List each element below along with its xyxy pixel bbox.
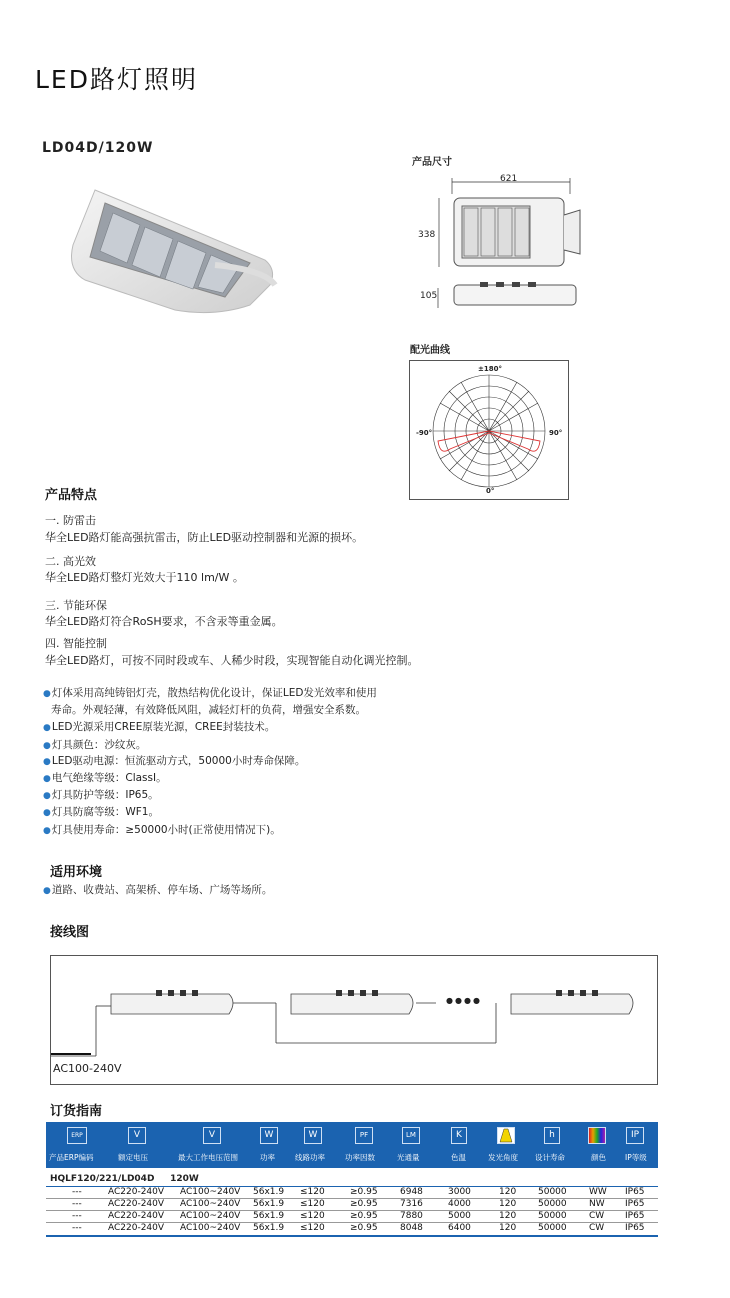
column-header: 功率 — [260, 1153, 275, 1162]
ip-rating-icon: IP — [626, 1127, 644, 1144]
dimension-height: 338 — [418, 230, 436, 240]
feature-title: 三. 节能环保 — [45, 599, 107, 612]
table-bottom-border — [46, 1235, 658, 1237]
curve-bottom-label: 0° — [486, 487, 495, 495]
feature-text: 华全LED路灯，可按不同时段或车、人稀少时段，实现智能自动化调光控制。 — [45, 654, 419, 667]
column-header: 功率因数 — [345, 1153, 375, 1162]
table-row: --- AC220-240V AC100~240V 56x1.9 ≤120 ≥0.95 6948 3000 120 50000 WW IP65 — [72, 1187, 645, 1197]
curve-top-label: ±180° — [478, 365, 502, 373]
color-icon — [588, 1127, 606, 1144]
voltage-range-icon: V — [203, 1127, 221, 1144]
bullet-icon: ● — [43, 741, 51, 751]
bullet-icon: ● — [43, 757, 51, 767]
polar-grid — [410, 361, 568, 499]
column-header: 设计寿命 — [535, 1153, 565, 1162]
continuation-dots: ●●●● — [446, 996, 482, 1005]
features-heading: 产品特点 — [45, 488, 98, 503]
column-header: 最大工作电压范围 — [178, 1153, 238, 1162]
spec-item: ●LED驱动电源：恒流驱动方式，50000小时寿命保障。 — [43, 755, 306, 767]
table-row: --- AC220-240V AC100~240V 56x1.9 ≤120 ≥0.95 8048 6400 120 50000 CW IP65 — [72, 1223, 645, 1233]
lumen-icon: LM — [402, 1127, 420, 1144]
column-header: 线路功率 — [295, 1153, 325, 1162]
power-factor-icon: PF — [355, 1127, 373, 1144]
dimension-width: 621 — [500, 174, 518, 184]
power-icon: W — [260, 1127, 278, 1144]
bullet-icon: ● — [43, 808, 51, 818]
page-title: LED路灯照明 — [35, 65, 198, 94]
feature-title: 四. 智能控制 — [45, 637, 107, 650]
column-header: 色温 — [451, 1153, 466, 1162]
dimension-depth: 105 — [420, 291, 438, 301]
spec-item: ●灯具防腐等级：WF1。 — [43, 806, 159, 818]
spec-item: ●电气绝缘等级：ClassⅠ。 — [43, 772, 167, 784]
column-header: 光通量 — [397, 1153, 420, 1162]
erp-icon: ERP — [67, 1127, 87, 1144]
wiring-diagram — [50, 955, 658, 1085]
voltage-icon: V — [128, 1127, 146, 1144]
column-header: 发光角度 — [488, 1153, 518, 1162]
dimension-drawing — [412, 170, 587, 310]
light-curve-label: 配光曲线 — [410, 345, 450, 356]
order-model-row: HQLF120/221/LD04D 120W — [50, 1174, 199, 1184]
table-row: --- AC220-240V AC100~240V 56x1.9 ≤120 ≥0.95 7316 4000 120 50000 NW IP65 — [72, 1199, 645, 1209]
curve-left-label: -90° — [416, 429, 433, 437]
spec-item: ●灯具防护等级：IP65。 — [43, 789, 159, 801]
spec-item: ●LED光源采用CREE原装光源，CREE封装技术。 — [43, 721, 276, 733]
street-lamp-image — [65, 185, 280, 320]
column-header: 额定电压 — [118, 1153, 148, 1162]
application-text: ●道路、收费站、高架桥、停车场、广场等场所。 — [43, 884, 273, 896]
light-curve-chart — [409, 360, 569, 500]
feature-text: 华全LED路灯符合RoSH要求，不含汞等重金属。 — [45, 615, 283, 628]
column-header: 产品ERP编码 — [49, 1153, 94, 1162]
order-header-bar — [46, 1122, 658, 1168]
feature-title: 二. 高光效 — [45, 555, 96, 568]
lifetime-icon: h — [544, 1127, 560, 1144]
column-header: IP等级 — [625, 1153, 647, 1162]
bullet-icon: ● — [43, 886, 51, 896]
spec-item: ●灯体采用高纯铸铝灯壳，散热结构优化设计，保证LED发光效率和使用 — [43, 687, 377, 699]
color-temp-icon: K — [451, 1127, 467, 1144]
feature-title: 一. 防雷击 — [45, 514, 96, 527]
bullet-icon: ● — [43, 689, 51, 699]
bullet-icon: ● — [43, 826, 51, 836]
application-heading: 适用环境 — [50, 865, 103, 880]
spec-item: 寿命。外观轻薄，有效降低风阻，减轻灯杆的负荷，增强安全系数。 — [51, 704, 366, 716]
feature-text: 华全LED路灯能高强抗雷击，防止LED驱动控制器和光源的损坏。 — [45, 531, 364, 544]
curve-right-label: 90° — [549, 429, 563, 437]
table-row: --- AC220-240V AC100~240V 56x1.9 ≤120 ≥0.95 7880 5000 120 50000 CW IP65 — [72, 1211, 645, 1221]
input-voltage: AC100-240V — [53, 1062, 122, 1075]
line-power-icon: W — [304, 1127, 322, 1144]
column-header: 颜色 — [591, 1153, 606, 1162]
dimension-label: 产品尺寸 — [412, 157, 452, 168]
order-table-body — [46, 1187, 658, 1235]
beam-angle-icon — [497, 1127, 515, 1144]
bullet-icon: ● — [43, 791, 51, 801]
wiring-heading: 接线图 — [50, 925, 90, 940]
bullet-icon: ● — [43, 774, 51, 784]
spec-item: ●灯具使用寿命：≥50000小时(正常使用情况下)。 — [43, 824, 281, 836]
bullet-icon: ● — [43, 723, 51, 733]
feature-text: 华全LED路灯整灯光效大于110 lm/W 。 — [45, 571, 244, 584]
spec-item: ●灯具颜色：沙纹灰。 — [43, 739, 147, 751]
model-name: LD04D/120W — [42, 140, 154, 156]
wiring-lines — [51, 956, 657, 1084]
order-heading: 订货指南 — [50, 1104, 103, 1119]
